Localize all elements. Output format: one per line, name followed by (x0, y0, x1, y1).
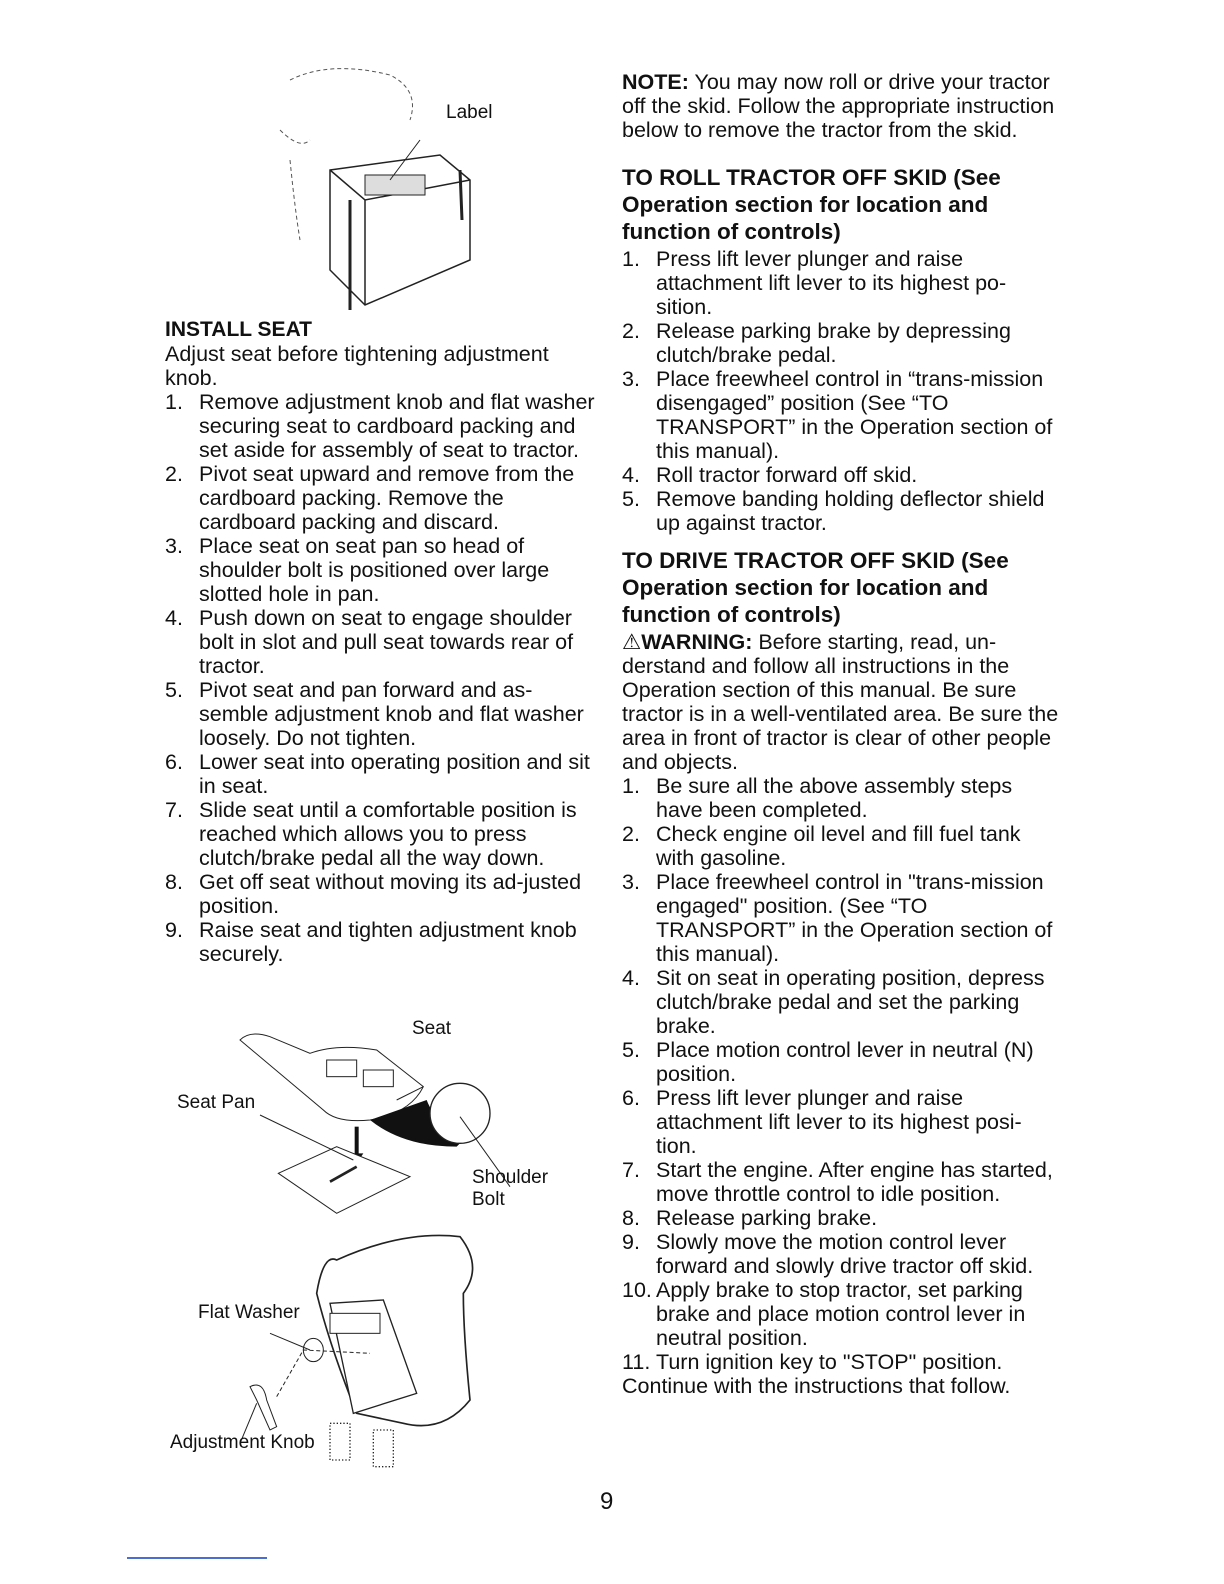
list-item: 3. Place freewheel control in “trans-mission disengaged” position (See “TO TRANSPORT” in the Operation section of this manual). (622, 367, 1053, 463)
list-item: 11. Turn ignition key to "STOP" position. (622, 1350, 1003, 1374)
seat-pan-label: Seat Pan (177, 1092, 256, 1113)
warning-paragraph: ⚠WARNING: Before starting, read, un-derstand and follow all instructions in the Operation section of this manual. Be sure tractor is in a well-ventilated area. Be sure the area in front of tractor is clear of other people and objects. (622, 630, 1059, 774)
adjustment-knob-label: Adjustment Knob (170, 1432, 315, 1453)
shoulder-bolt-label: Shoulder Bolt (472, 1167, 549, 1210)
drive-off-heading: TO DRIVE TRACTOR OFF SKID (See Operation section for location and function of controls) (622, 548, 1009, 627)
continue-text: Continue with the instructions that follow. (622, 1374, 1011, 1398)
seat-illustration (150, 1000, 570, 1480)
left-column (165, 318, 605, 966)
roll-off-steps (622, 247, 1062, 535)
right-column (622, 70, 1062, 1398)
list-item: 7. Start the engine. After engine has started, move throttle control to idle position. (622, 1158, 1053, 1206)
roll-off-heading: TO ROLL TRACTOR OFF SKID (See Operation section for location and function of controls) (622, 165, 1001, 244)
list-item: 3. Place freewheel control in "trans-mission engaged" position. (See “TO TRANSPORT” in the Operation section of this manual). (622, 870, 1053, 966)
list-item: 6. Press lift lever plunger and raise attachment lift lever to its highest posi-tion. (622, 1086, 1022, 1158)
list-item: 2. Release parking brake by depressing clutch/brake pedal. (622, 319, 1011, 367)
install-seat-steps (165, 390, 595, 966)
list-item: 5. Pivot seat and pan forward and as-semble adjustment knob and flat washer loosely. Do not tighten. (165, 678, 584, 750)
list-item: 5. Remove banding holding deflector shield up against tractor. (622, 487, 1045, 535)
note-paragraph: NOTE: You may now roll or drive your tractor off the skid. Follow the appropriate instruction below to remove the tractor from the skid. (622, 70, 1055, 142)
list-item: 9. Slowly move the motion control lever forward and slowly drive tractor off skid. (622, 1230, 1034, 1278)
list-item: 4. Push down on seat to engage shoulder bolt in slot and pull seat towards rear of tractor. (165, 606, 574, 678)
list-item: 1. Be sure all the above assembly steps have been completed. (622, 774, 1013, 822)
list-item: 2. Pivot seat upward and remove from the cardboard packing. Remove the cardboard packing and discard. (165, 462, 575, 534)
install-seat-heading: INSTALL SEAT (165, 318, 312, 341)
list-item: 9. Raise seat and tighten adjustment knob securely. (165, 918, 577, 966)
list-item: 10. Apply brake to stop tractor, set parking brake and place motion control lever in neutral position. (622, 1278, 1026, 1350)
list-item: 2. Check engine oil level and fill fuel tank with gasoline. (622, 822, 1021, 870)
list-item: 1. Press lift lever plunger and raise attachment lift lever to its highest po-sition. (622, 247, 1007, 319)
list-item: 1. Remove adjustment knob and flat washer securing seat to cardboard packing and set aside for assembly of seat to tractor. (165, 390, 595, 462)
battery-illustration (270, 60, 510, 310)
seat-label: Seat (412, 1018, 452, 1039)
list-item: 5. Place motion control lever in neutral (N) position. (622, 1038, 1034, 1086)
drive-off-steps (622, 774, 1062, 1374)
list-item: 4. Sit on seat in operating position, depress clutch/brake pedal and set the parking brake. (622, 966, 1045, 1038)
page-number: 9 (600, 1488, 614, 1515)
warning-triangle-icon: ⚠ (622, 630, 642, 654)
list-item: 6. Lower seat into operating position and sit in seat. (165, 750, 590, 798)
list-item: 3. Place seat on seat pan so head of shoulder bolt is positioned over large slotted hole in pan. (165, 534, 550, 606)
figure-label-label: Label (446, 102, 493, 123)
list-item: 4. Roll tractor forward off skid. (622, 463, 918, 487)
list-item: 8. Get off seat without moving its ad-justed position. (165, 870, 582, 918)
install-seat-intro: Adjust seat before tightening adjustment knob. (165, 342, 549, 390)
footer-rule (127, 1557, 267, 1559)
list-item: 7. Slide seat until a comfortable position is reached which allows you to press clutch/brake pedal all the way down. (165, 798, 577, 870)
flat-washer-label: Flat Washer (198, 1302, 300, 1323)
list-item: 8. Release parking brake. (622, 1206, 878, 1230)
